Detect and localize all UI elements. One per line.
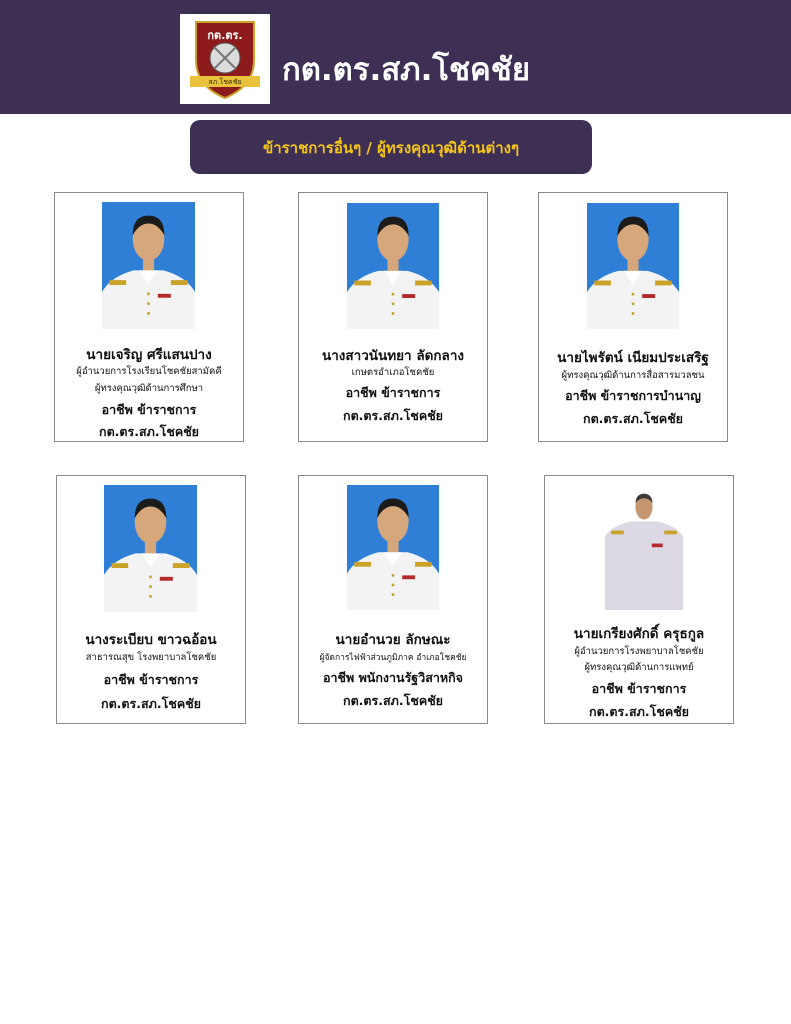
member-position: ผู้อำนวยการโรงเรียนโชคชัยสามัคคี — [76, 366, 222, 377]
member-position: ผู้จัดการไฟฟ้าส่วนภูมิภาค อำเภอโชคชัย — [319, 653, 467, 663]
member-committee: กต.ตร.สภ.โชคชัย — [583, 411, 683, 426]
member-photo — [587, 203, 679, 329]
member-photo — [102, 202, 195, 329]
member-card — [538, 192, 728, 442]
member-position: ผู้อำนวยการโรงพยาบาลโชคชัย — [574, 646, 704, 657]
member-position: สาธารณสุข โรงพยาบาลโชคชัย — [85, 652, 217, 663]
member-expertise: ผู้ทรงคุณวุฒิด้านการศึกษา — [94, 383, 204, 394]
member-name: นายอำนวย ลักษณะ — [335, 632, 451, 648]
member-occupation: อาชีพ ข้าราชการ — [101, 402, 197, 417]
member-card — [56, 475, 246, 724]
member-committee: กต.ตร.สภ.โชคชัย — [101, 696, 201, 711]
logo-text-bottom: สภ.โชคชัย — [208, 78, 242, 86]
member-expertise: ผู้ทรงคุณวุฒิด้านการแพทย์ — [584, 662, 694, 673]
member-name: นางระเบียบ ขาวฉอ้อน — [85, 632, 217, 648]
site-title: กต.ตร.สภ.โชคชัย — [282, 52, 530, 88]
section-title: ข้าราชการอื่นๆ / ผู้ทรงคุณวุฒิด้านต่างๆ — [262, 139, 520, 157]
member-name: นายเกรียงศักดิ์ ครุธกูล — [573, 626, 705, 642]
member-occupation: อาชีพ ข้าราชการ — [591, 681, 687, 696]
member-occupation: อาชีพ ข้าราชการ — [103, 672, 199, 687]
police-logo — [180, 14, 270, 104]
member-committee: กต.ตร.สภ.โชคชัย — [343, 408, 443, 423]
member-committee: กต.ตร.สภ.โชคชัย — [99, 424, 199, 439]
member-committee: กต.ตร.สภ.โชคชัย — [589, 704, 689, 719]
member-occupation: อาชีพ พนักงานรัฐวิสาหกิจ — [322, 670, 464, 685]
member-photo — [605, 490, 683, 610]
header-banner — [0, 0, 791, 114]
member-expertise: ผู้ทรงคุณวุฒิด้านการสื่อสารมวลชน — [561, 370, 705, 381]
member-occupation: อาชีพ ข้าราชการบำนาญ — [565, 388, 701, 403]
member-occupation: อาชีพ ข้าราชการ — [345, 385, 441, 400]
member-card — [298, 192, 488, 442]
member-name: นายเจริญ ศรีแสนปาง — [86, 347, 212, 363]
member-photo — [347, 485, 439, 610]
member-committee: กต.ตร.สภ.โชคชัย — [343, 693, 443, 708]
member-photo — [104, 485, 197, 612]
member-card — [544, 475, 734, 724]
member-card — [298, 475, 488, 724]
member-photo — [347, 203, 439, 329]
logo-text-top: กต.ตร. — [207, 29, 243, 42]
member-name: นางสาวนันทยา ลัดกลาง — [321, 348, 464, 364]
member-position: เกษตรอำเภอโชคชัย — [351, 367, 435, 378]
member-card — [54, 192, 244, 442]
member-name: นายไพรัตน์ เนียมประเสริฐ — [557, 350, 709, 366]
section-banner — [190, 120, 592, 174]
